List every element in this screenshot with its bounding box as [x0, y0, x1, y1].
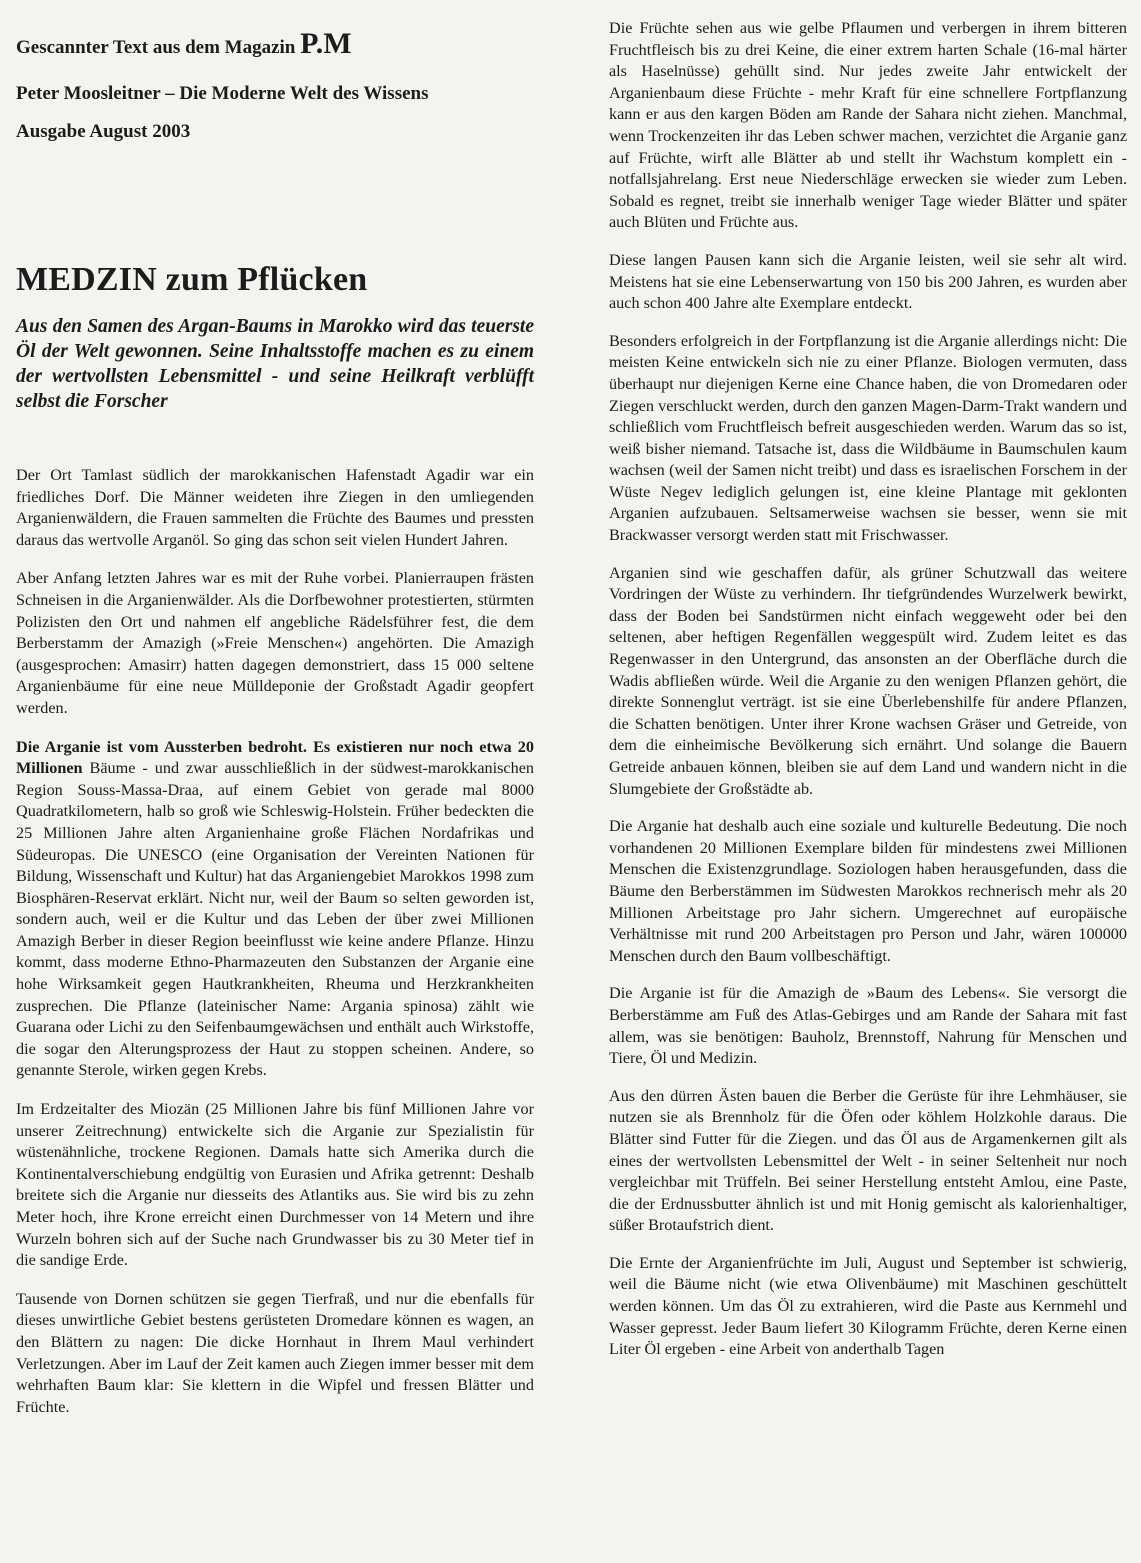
source-label: Gescannter Text aus dem Magazin [16, 37, 296, 58]
article-title: MEDZIN zum Pflücken [16, 261, 368, 298]
paragraph: Aus den dürren Ästen bauen die Berber die Gerüste für ihre Lehmhäuser, sie nutzen sie als Brennholz für die Öfen oder köhlem Holzkohle daraus. Die Blätter sind Futter für die Ziegen. und das Öl aus de Argamenkernen gilt als eines der wertvollsten Lebensmittel der Welt - in seiner Seltenheit nur noch vergleichbar mit Trüffeln. Bei seiner Herstellung entsteht Amlou, eine Paste, die der Erdnussbutter ähnlich ist und mit Honig gemischt als kalorienhaltiger, süßer Brotaufstrich dient. [609, 1086, 1127, 1235]
paragraph: Diese langen Pausen kann sich die Arganie leisten, weil sie sehr alt wird. Meistens hat sie eine Lebenserwartung von 150 bis 200 Jahren, es wurden aber auch schon 400 Jahre alte Exemplare entdeckt. [609, 250, 1127, 313]
paragraph: Im Erdzeitalter des Miozän (25 Millionen Jahre bis fünf Millionen Jahre vor unserer Zeitrechnung) entwickelte sich die Arganie zur Spezialistin für wüstenähnliche, trockene Regionen. Damals hatte sich Amerika durch die Kontinentalverschiebung endgültig von Eurasien und Afrika getrennt: Deshalb breitete sich die Arganie nur diesseits des Atlantiks aus. Sie wird bis zu zehn Meter hoch, ihre Krone erreicht einen Durchmesser von 14 Metern und ihre Wurzeln bohren sich auf der Suche nach Grundwasser bis zu 30 Meter tief in die sandige Erde. [16, 1100, 534, 1270]
source-line [16, 27, 534, 60]
paragraph: Die Früchte sehen aus wie gelbe Pflaumen und verbergen in ihrem bitteren Fruchtfleisch bis zu drei Keine, die einer extrem harten Schale (16-mal härter als Haselnüsse) gehüllt sind. Nur jedes zweite Jahr entwickelt der Arganienbaum diese Früchte - mehr Kraft für eine schnellere Fortpflanzung kann er aus den kargen Böden am Rande der Sahara nicht ziehen. Manchmal, wenn Trockenzeiten ihr das Leben schwer machen, verzichtet die Arganie ganz auf Früchte, wirft alle Blätter ab und stellt ihr Wachstum komplett ein - notfallsjahrelang. Erst neue Niederschläge erwecken sie wieder zum Leben. Sobald es regnet, treibt sie innerhalb weniger Tage wieder Blätter und später auch Blüten und Früchte aus. [609, 19, 1127, 232]
right-column [609, 18, 1127, 1377]
article-lead: Aus den Samen des Argan-Baums in Marokko wird das teuerste Öl der Welt gewonnen. Seine Inhaltsstoffe machen es zu einem der wertvollsten Lebensmittel - und seine Heilkraft verblüfft selbst die Forscher [16, 316, 534, 412]
author-line: Peter Moosleitner – Die Moderne Welt des Wissens [16, 83, 429, 104]
paragraph: Tausende von Dornen schützen sie gegen Tierfraß, und nur die ebenfalls für dieses unwirtliche Gebiet bestens gerüsteten Dromedare können es wagen, an den Blättern zu nagen: Die dicke Hornhaut in Ihrem Maul verhindert Verletzungen. Aber im Lauf der Zeit kamen auch Ziegen immer besser mit dem wehrhaften Baum klar: Sie klettern in die Wipfel und fressen Blätter und Früchte. [16, 1289, 534, 1416]
left-column [16, 24, 534, 1435]
paragraph [16, 737, 534, 1083]
paragraph: Die Arganie hat deshalb auch eine soziale und kulturelle Bedeutung. Die noch vorhandenen 20 Millionen Exemplare bilden für mindestens zwei Millionen Menschen die Existenzgrundlage. Soziologen haben herausgefunden, dass die Bäume den Berberstämmen im Südwesten Marokkos rechnerisch mehr als 20 Millionen Arbeitstage pro Jahr sichern. Umgerechnet auf europäische Verhältnisse mit rund 200 Arbeitstagen pro Person und Jahr, wären 100000 Menschen durch den Baum vollbeschäftigt. [609, 817, 1127, 965]
paragraph: Besonders erfolgreich in der Fortpflanzung ist die Arganie allerdings nicht: Die meisten Keine entwickeln sich nie zu einer Pflanze. Biologen vermuten, dass überhaupt nur diejenigen Kerne eine Chance haben, die von Dromedaren oder Ziegen verschluckt werden, durch den ganzen Magen-Darm-Trakt wandern und schließlich vom Fruchtfleisch befreit ausgeschieden werden. Warum das so ist, weiß bisher niemand. Tatsache ist, dass die Wildbäume in Baumschulen kaum wachsen (weil der Samen nicht treibt) und dass es israelischen Forschem in der Wüste Negev lediglich gelungen ist, eine kleine Plantage mit geklonten Arganien aufzubauen. Seltsamerweise wachsen sie besser, wenn sie mit Brackwasser versorgt werden statt mit Frischwasser. [609, 331, 1127, 545]
paragraph: Die Ernte der Arganienfrüchte im Juli, August und September ist schwierig, weil die Bäume nicht (wie etwa Olivenbäume) mit Maschinen geschüttelt werden können. Um das Öl zu extrahieren, wird die Paste aus Kernmehl und Wasser gepresst. Jeder Baum liefert 30 Kilogramm Früchte, deren Kerne einen Liter Öl ergeben - eine Arbeit von anderthalb Tagen [609, 1253, 1127, 1359]
left-body [16, 465, 534, 1418]
paragraph-text: Bäume - und zwar ausschließlich in der südwest-marokkanischen Region Souss-Massa-Draa, auf einem Gebiet von gerade mal 8000 Quadratkilometern, halb so groß wie Schleswig-Holstein. Früher bedeckten die 25 Millionen Jahre alten Arganienhaine große Flächen Nordafrikas und Südeuropas. Die UNESCO (eine Organisation der Vereinten Nationen für Bildung, Wissenschaft und Kultur) hat das Arganiengebiet Marokkos 1998 zum Biosphären-Reservat erklärt. Nicht nur, weil der Baum so selten geworden ist, sondern auch, weil er die Kultur und das Leben der über zwei Millionen Amazigh Berber in dieser Region beeinflusst wie keine andere Pflanze. Hinzu kommt, dass moderne Ethno-Pharmazeuten den Substanzen der Arganie eine hohe Wirksamkeit gegen Hautkrankheiten, Rheuma und Herzkrankheiten zusprechen. Die Pflanze (lateinischer Name: Argania spinosa) zählt wie Guarana oder Lichi zu den Seifenbaumgewächsen und enthält auch Wirkstoffe, die sogar den Alterungsprozess der Haut zu stoppen scheinen. Andere, so genannte Sterole, wirken gegen Krebs. [16, 759, 534, 1080]
issue-line: Ausgabe August 2003 [16, 121, 191, 142]
paragraph: Der Ort Tamlast südlich der marokkanischen Hafenstadt Agadir war ein friedliches Dorf. Die Männer weideten ihre Ziegen in den umliegenden Arganienwäldern, die Frauen sammelten die Früchte des Baumes und pressten daraus das wertvolle Arganöl. So ging das schon seit vielen Hundert Jahren. [16, 466, 534, 549]
bold-lead-in: Die Arganie ist vom Aussterben bedroht. Es existieren nur noch etwa 20 Millionen [16, 737, 534, 778]
paragraph: Arganien sind wie geschaffen dafür, als grüner Schutzwall das weitere Vordringen der Wüste zu verhindern. Ihr tiefgründendes Wurzelwerk bewirkt, dass der Boden bei Sandstürmen nicht einfach weggeweht oder bei den seltenen, aber heftigen Regenfällen weggespült wird. Zudem leitet es das Regenwasser in den Untergrund, das ansonsten an der Oberfläche durch die Wadis abfließen würde. Weil die Arganie zu den wenigen Pflanzen gehört, die direkte Sonnenglut verträgt. ist sie eine Überlebenshilfe für andere Pflanzen, die Schatten benötigen. Unter ihrer Krone wachsen Gräser und Getreide, von dem die einheimische Bevölkerung sich ernährt. Und solange die Bauern Getreide anbauen können, bleiben sie auf dem Land und wandern nicht in die Slumgebiete der Großstädte ab. [609, 563, 1127, 798]
paragraph: Die Arganie ist für die Amazigh de »Baum des Lebens«. Sie versorgt die Berberstämme am Fuß des Atlas-Gebirges und am Rande der Sahara mit fast allem, was sie benötigen: Bauholz, Brennstoff, Nahrung für Menschen und Tiere, Öl und Medizin. [609, 984, 1127, 1068]
paragraph: Aber Anfang letzten Jahres war es mit der Ruhe vorbei. Planierraupen frästen Schneisen in die Arganienwälder. Als die Dorfbewohner protestierten, stürmten Polizisten den Ort und nahmen elf angebliche Rädelsführer fest, die dem Berberstamm der Amazigh (»Freie Menschen«) angehörten. Die Amazigh (ausgesprochen: Amasirr) hatten dagegen demonstriert, dass 15 000 seltene Arganienbäume für eine neue Mülldeponie der Großstadt Agadir geopfert werden. [16, 569, 534, 717]
magazine-name: P.M [300, 27, 352, 60]
